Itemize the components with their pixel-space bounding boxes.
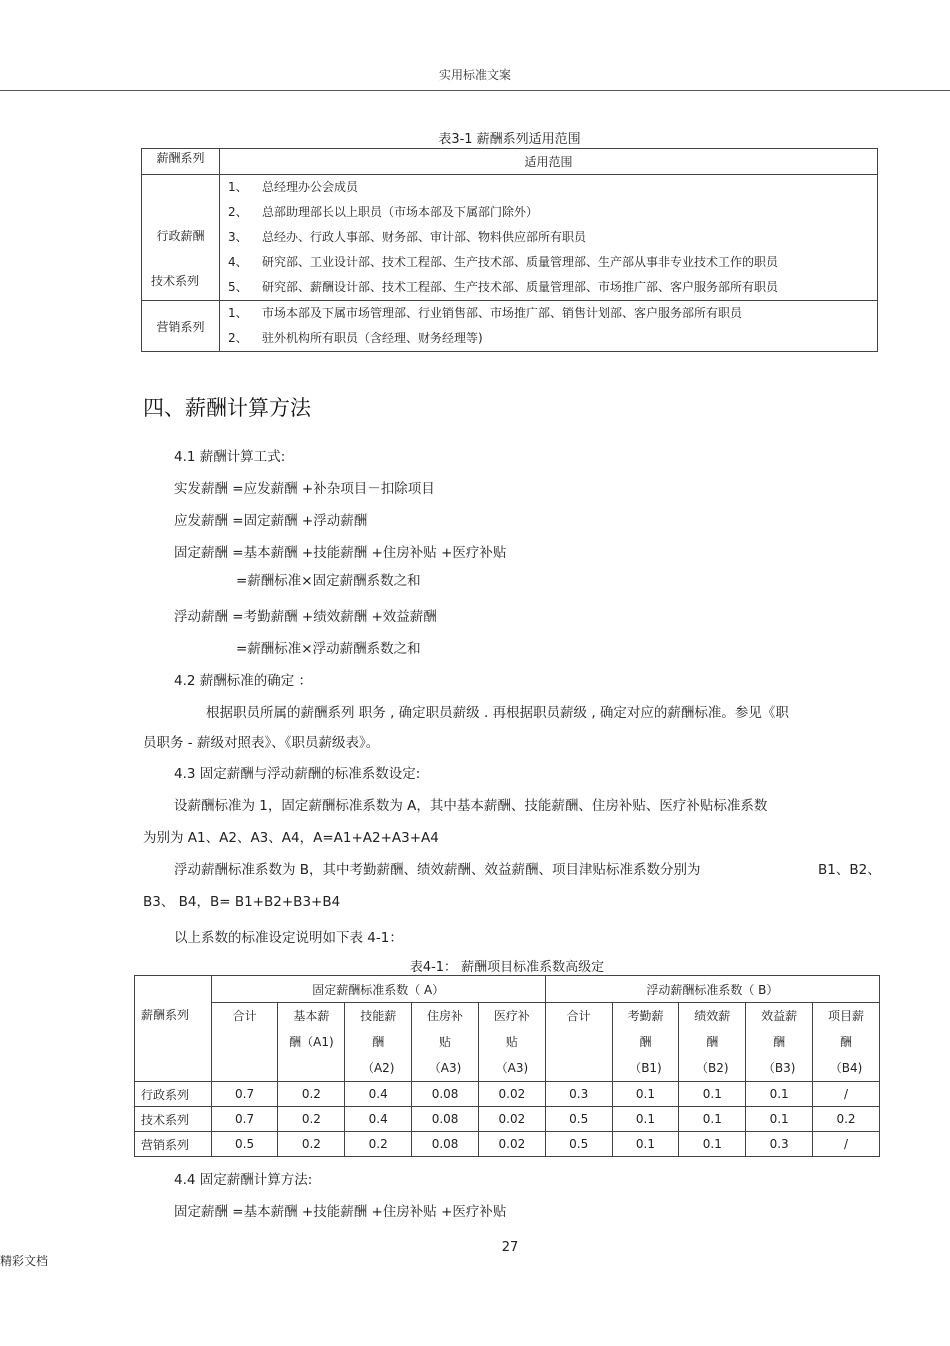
formula-line: 固定薪酬 =基本薪酬 +技能薪酬 +住房补贴 +医疗补贴	[174, 545, 507, 561]
table-cell: 0.3	[746, 1132, 813, 1157]
item-text: 驻外机构所有职员（含经理、财务经理等)	[262, 331, 483, 345]
subheader-line: 绩效薪	[694, 1009, 731, 1023]
subheader-line: （A3)	[495, 1061, 529, 1075]
subheader-line: 效益薪	[761, 1009, 798, 1023]
subheader-line: 考勤薪	[627, 1009, 664, 1023]
scope-cell	[220, 175, 878, 301]
item-text: 研究部、薪酬设计部、技术工程部、生产技术部、质量管理部、市场推广部、客户服务部所有职员	[262, 280, 779, 294]
subheader-b1	[612, 1003, 679, 1082]
subheader-a1	[278, 1003, 345, 1082]
paragraph-line: 为别为 A1、A2、A3、A4，A=A1+A2+A3+A4	[143, 830, 439, 846]
table-cell: /	[813, 1132, 880, 1157]
table-cell: 0.1	[612, 1107, 679, 1132]
formula-line: 实发薪酬 =应发薪酬 +补杂项目－扣除项目	[174, 481, 435, 497]
table-row	[135, 1107, 880, 1132]
table-cell: 0.5	[545, 1132, 612, 1157]
subheader-line: 酬（A1)	[289, 1035, 334, 1049]
group-header-fixed: 固定薪酬标准系数（ A）	[211, 976, 545, 1003]
page-number: 27	[501, 1240, 519, 1255]
table-cell: 0.02	[478, 1082, 545, 1107]
subheader-line: （B3)	[762, 1061, 796, 1075]
item-text: 市场本部及下属市场管理部、行业销售部、市场推广部、销售计划部、客户服务部所有职员	[262, 306, 743, 320]
subheader-line: 合计	[232, 1009, 257, 1023]
table-row	[135, 1082, 880, 1107]
header-title: 实用标准文案	[438, 68, 511, 82]
subsection-4-1: 4.1 薪酬计算工式:	[174, 449, 286, 465]
formula-line: =薪酬标准×浮动薪酬系数之和	[236, 641, 421, 657]
subheader-line: 医疗补	[493, 1009, 530, 1023]
subheader-line: （A2)	[361, 1061, 395, 1075]
table-cell: 0.08	[412, 1132, 479, 1157]
table-cell: 0.1	[679, 1107, 746, 1132]
subheader-line: 酬	[773, 1035, 786, 1049]
scope-item	[220, 175, 877, 200]
table-cell: 0.5	[545, 1107, 612, 1132]
item-number: 5、	[228, 280, 248, 294]
item-number: 4、	[228, 255, 248, 269]
table-4-1	[134, 975, 880, 1157]
subsection-4-2: 4.2 薪酬标准的确定 ：	[174, 673, 313, 689]
item-text: 研究部、工业设计部、技术工程部、生产技术部、质量管理部、生产部从事非专业技术工作的职员	[262, 255, 779, 269]
series-cell-admin-tech	[142, 175, 220, 301]
subheader-total-a	[211, 1003, 278, 1082]
group-header-floating: 浮动薪酬标准系数（ B）	[545, 976, 879, 1003]
subsection-4-3: 4.3 固定薪酬与浮动薪酬的标准系数设定:	[174, 766, 421, 782]
table-cell: 0.2	[813, 1107, 880, 1132]
table-cell: 0.2	[278, 1082, 345, 1107]
table-cell: 0.08	[412, 1107, 479, 1132]
table-cell: 0.08	[412, 1082, 479, 1107]
table41-caption: 表4-1： 薪酬项目标准系数高级定	[409, 960, 605, 975]
item-number: 1、	[228, 180, 248, 194]
subheader-line: 基本薪	[293, 1009, 330, 1023]
table-cell: /	[813, 1082, 880, 1107]
paragraph-line: 浮动薪酬标准系数为 B，其中考勤薪酬、绩效薪酬、效益薪酬、项目津贴标准系数分别为	[174, 862, 701, 878]
table-cell: 0.1	[746, 1082, 813, 1107]
subheader-line: 贴	[439, 1035, 452, 1049]
formula-line: 应发薪酬 =固定薪酬 +浮动薪酬	[174, 513, 368, 529]
paragraph-line: B1、B2、	[818, 862, 881, 878]
subheader-line: 合计	[566, 1009, 591, 1023]
subheader-line: 项目薪	[828, 1009, 865, 1023]
subheader-line: 技能薪	[360, 1009, 397, 1023]
row-series-name: 营销系列	[135, 1132, 212, 1157]
scope-item	[220, 250, 877, 275]
item-number: 2、	[228, 331, 248, 345]
subsection-4-4: 4.4 固定薪酬计算方法:	[174, 1172, 313, 1188]
item-text: 总部助理部长以上职员（市场本部及下属部门除外）	[262, 205, 539, 219]
formula-line: 固定薪酬 =基本薪酬 +技能薪酬 +住房补贴 +医疗补贴	[174, 1204, 507, 1220]
subheader-line: （B4)	[829, 1061, 863, 1075]
table-cell: 0.2	[345, 1132, 412, 1157]
table-cell: 0.1	[679, 1132, 746, 1157]
scope-cell	[220, 301, 878, 352]
col-header-series: 薪酬系列	[142, 149, 220, 175]
table-cell: 0.7	[211, 1082, 278, 1107]
footer-label: 精彩文档	[0, 1254, 49, 1268]
col-header-series: 薪酬系列	[135, 976, 212, 1082]
subheader-b2	[679, 1003, 746, 1082]
table-row	[135, 1132, 880, 1157]
table-cell: 0.7	[211, 1107, 278, 1132]
paragraph-line: 以上系数的标准设定说明如下表 4-1：	[174, 930, 403, 946]
subheader-b4	[813, 1003, 880, 1082]
series-label: 行政薪酬	[156, 229, 205, 243]
item-number: 3、	[228, 230, 248, 244]
item-text: 总经办、行政人事部、财务部、审计部、物料供应部所有职员	[262, 230, 587, 244]
section-heading: 四、薪酬计算方法	[143, 396, 311, 420]
scope-item	[220, 326, 877, 351]
table-3-1	[141, 148, 878, 352]
paragraph-line: B3、 B4，B= B1+B2+B3+B4	[143, 894, 341, 910]
table-cell: 0.2	[278, 1107, 345, 1132]
subheader-line: 酬	[639, 1035, 652, 1049]
subheader-a2	[345, 1003, 412, 1082]
table-cell: 0.1	[612, 1082, 679, 1107]
paragraph-line: 根据职员所属的薪酬系列 职务 , 确定职员薪级 . 再根据职员薪级 , 确定对应的薪酬标准。参见《职	[206, 705, 789, 721]
series-label: 技术系列	[150, 274, 199, 288]
scope-item	[220, 301, 877, 326]
table-cell: 0.2	[278, 1132, 345, 1157]
subheader-line: （B1)	[629, 1061, 662, 1075]
table-cell: 0.4	[345, 1107, 412, 1132]
scope-item	[220, 275, 877, 300]
table-cell: 0.1	[679, 1082, 746, 1107]
col-header-scope: 适用范围	[220, 149, 878, 175]
subheader-line: 住房补	[427, 1009, 464, 1023]
series-cell-marketing: 营销系列	[142, 301, 220, 352]
table-cell: 0.1	[612, 1132, 679, 1157]
header-divider	[0, 90, 950, 91]
item-number: 1、	[228, 306, 248, 320]
scope-item	[220, 225, 877, 250]
subheader-line: 酬	[840, 1035, 853, 1049]
paragraph-line: 设薪酬标准为 1，固定薪酬标准系数为 A，其中基本薪酬、技能薪酬、住房补贴、医疗补贴标准系数	[174, 798, 768, 814]
row-series-name: 技术系列	[135, 1107, 212, 1132]
subheader-a3	[412, 1003, 479, 1082]
table-cell: 0.02	[478, 1132, 545, 1157]
subheader-total-b	[545, 1003, 612, 1082]
formula-line: 浮动薪酬 =考勤薪酬 +绩效薪酬 +效益薪酬	[174, 609, 437, 625]
scope-item	[220, 200, 877, 225]
subheader-b3	[746, 1003, 813, 1082]
table-cell: 0.4	[345, 1082, 412, 1107]
paragraph-line: 员职务 - 薪级对照表》、《职员薪级表》。	[143, 735, 380, 751]
subheader-line: （A3)	[428, 1061, 462, 1075]
item-text: 总经理办公会成员	[262, 180, 359, 194]
table-cell: 0.1	[746, 1107, 813, 1132]
table-cell: 0.3	[545, 1082, 612, 1107]
formula-line: =薪酬标准×固定薪酬系数之和	[236, 573, 421, 589]
subheader-line: 酬	[706, 1035, 719, 1049]
row-series-name: 行政系列	[135, 1082, 212, 1107]
subheader-line: 酬	[372, 1035, 385, 1049]
subheader-line: 贴	[505, 1035, 518, 1049]
table-cell: 0.02	[478, 1107, 545, 1132]
subheader-a4	[478, 1003, 545, 1082]
subheader-line: （B2)	[696, 1061, 729, 1075]
table-cell: 0.5	[211, 1132, 278, 1157]
item-number: 2、	[228, 205, 248, 219]
table31-caption: 表3-1 薪酬系列适用范围	[438, 132, 581, 147]
